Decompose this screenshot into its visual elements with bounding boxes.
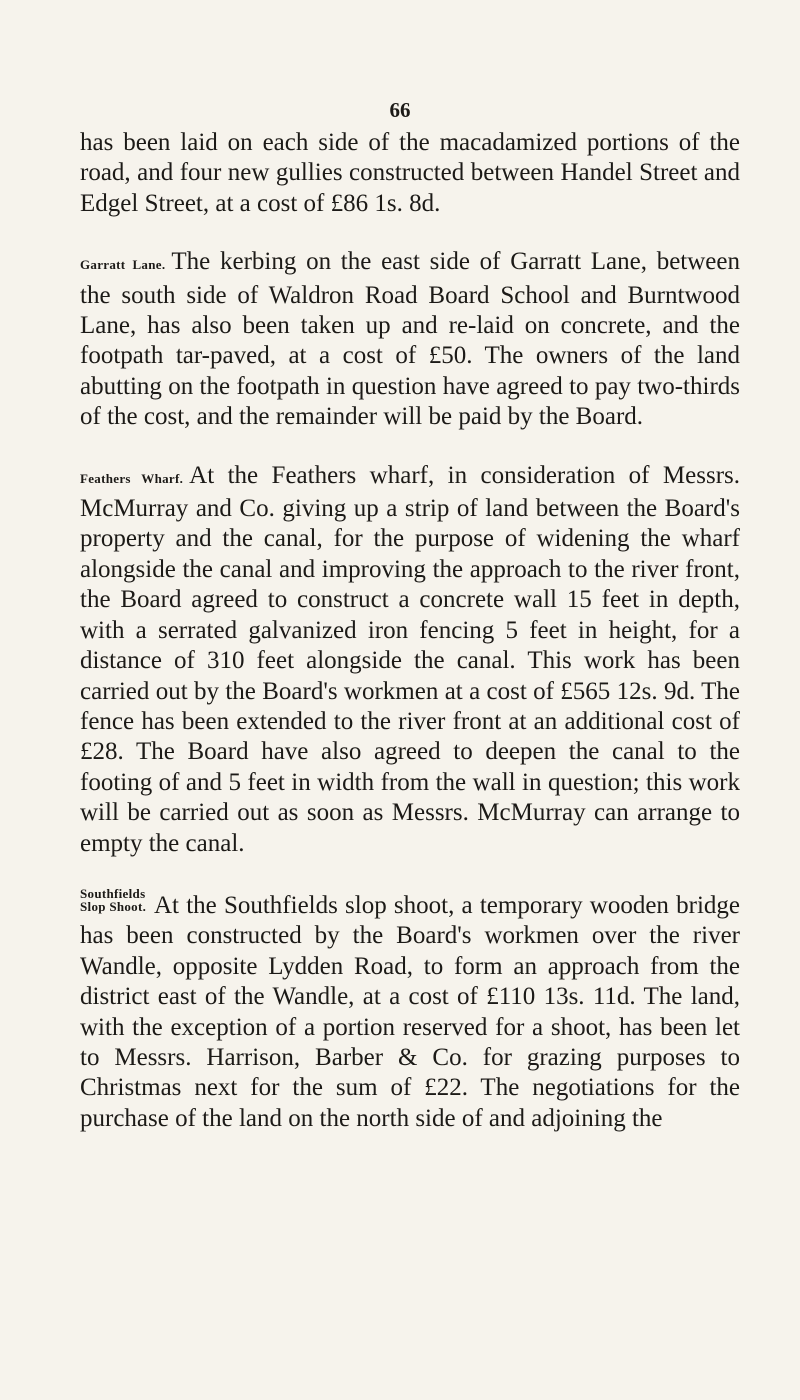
document-body [80, 128, 740, 1134]
southfields-paragraph [80, 887, 740, 1134]
southfields-text: At the Southfields slop shoot, a temporary wooden bridge has been constructed by the Board's workmen over the river Wandle, opposite Lydden Road, to form an approach from the district east of the Wandle, at a cost of £110 13s. 11d. The land, with the exception of a portion reserved for a shoot, has been let to Messrs. Harrison, Barber & Co. for grazing purposes to Christmas next for the sum of £22. The negotiations for the purchase of the land on the north side of and adjoining the [80, 891, 740, 1132]
garratt-lane-side-heading: Garratt Lane. [80, 257, 166, 273]
feathers-wharf-side-heading: Feathers Wharf. [80, 470, 184, 486]
southfields-side-heading: Southfields Slop Shoot. [80, 885, 147, 914]
feathers-wharf-text: At the Feathers wharf, in consideration of Messrs. McMurray and Co. giving up a strip of land between the Board's property and the canal, for the purpose of widening the wharf alongside the canal and improving the approach to the river front, the Board agreed to construct a concrete wall 15 feet in depth, with a serrated galvanized iron fencing 5 feet in height, for a distance of 310 feet alongside the canal. This work has been carried out by the Board's workmen at a cost of £565 12s. 9d. The fence has been extended to the river front at an additional cost of £28. The Board have also agreed to deepen the canal to the footing of and 5 feet in width from the wall in question; this work will be carried out as soon as Messrs. McMurray can arrange to empty the canal. [80, 461, 741, 857]
feathers-wharf-paragraph [80, 461, 740, 859]
page-number: 66 [389, 98, 411, 122]
garratt-lane-text: The kerbing on the east side of Garratt Lane, between the south side of Waldron Road Board School and Burntwood Lane, has also been taken up and re-laid on concrete, and the footpath tar-paved, at a cost of £50. The owners of the land abutting on the footpath in question have agreed to pay two-thirds of the cost, and the remainder will be paid by the Board. [80, 248, 741, 431]
garratt-lane-paragraph [80, 247, 740, 432]
continuation-paragraph: has been laid on each side of the macadamized portions of the road, and four new gullies constructed between Handel Street and Edgel Street, at a cost of £86 1s. 8d. [80, 129, 740, 217]
